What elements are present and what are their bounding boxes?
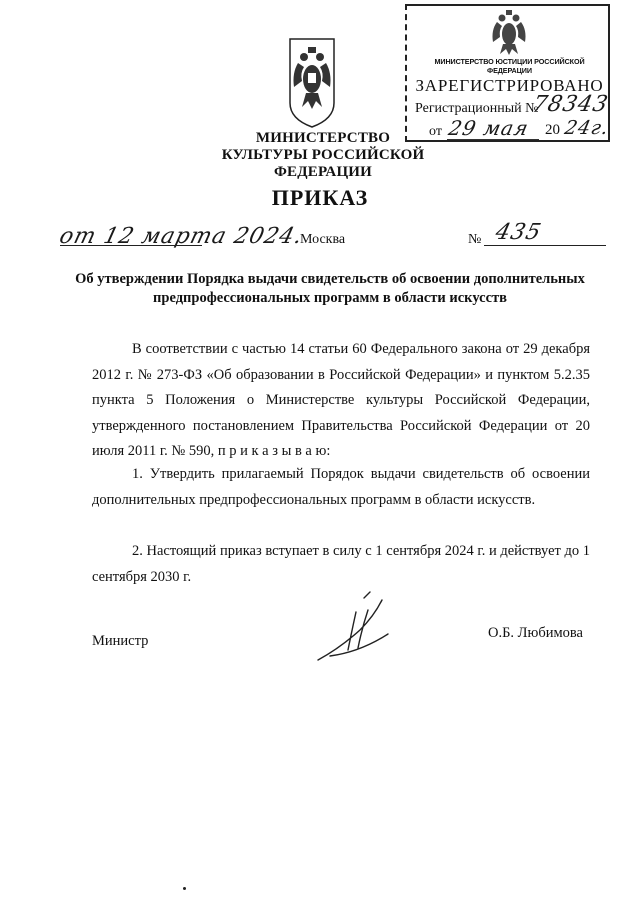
document-number: 435 xyxy=(492,220,545,245)
signer-name: О.Б. Любимова xyxy=(488,625,583,641)
ministry-name: МИНИСТЕРСТВО КУЛЬТУРЫ РОССИЙСКОЙ ФЕДЕРАЦИИ xyxy=(221,130,425,180)
document-title: Об утверждении Порядка выдачи свидетельств об освоении дополнительных предпрофессиональных программ в области искусств xyxy=(75,271,585,306)
number-underline xyxy=(484,245,606,246)
stamp-organization: МИНИСТЕРСТВО ЮСТИЦИИ РОССИЙСКОЙ ФЕДЕРАЦИИ xyxy=(434,57,585,75)
stamp-registered-label: ЗАРЕГИСТРИРОВАНО xyxy=(415,76,604,95)
registration-stamp xyxy=(405,4,610,142)
stamp-reg-number: 78343 xyxy=(530,92,611,117)
handwritten-signature xyxy=(310,590,400,666)
date-underline xyxy=(60,245,202,246)
document-city: Москва xyxy=(300,232,346,247)
stamp-year-printed: 20 xyxy=(545,122,560,138)
stamp-year-handwritten: 24г. xyxy=(562,117,612,139)
stamp-date-prefix: от xyxy=(429,124,442,139)
document-date: от 12 марта 2024. xyxy=(56,224,306,249)
stamp-date-underline xyxy=(447,139,539,140)
paragraph-item-2: 2. Настоящий приказ вступает в силу с 1 сентября 2024 г. и действует до 1 сентября 2030 г. xyxy=(92,543,590,585)
stamp-reg-number-label: Регистрационный № xyxy=(415,101,539,116)
stamp-emblem-icon xyxy=(487,8,531,56)
signer-position: Министр xyxy=(92,633,149,649)
document-type: ПРИКАЗ xyxy=(271,185,369,210)
stamp-date-handwritten: 29 мая xyxy=(446,116,532,140)
document-number-label: № xyxy=(468,232,482,247)
coat-of-arms-icon xyxy=(284,33,340,129)
scan-speck xyxy=(183,887,186,890)
paragraph-item-1: 1. Утвердить прилагаемый Порядок выдачи свидетельств об освоении дополнительных предпрофессиональных программ в области искусств. xyxy=(92,466,590,508)
paragraph-preamble: В соответствии с частью 14 статьи 60 Федерального закона от 29 декабря 2012 г. № 273-ФЗ «Об образовании в Российской Федерации» и пунктом 5.2.35 пункта 5 Положения о Министерстве культуры Российской Федерации, утвержденного постановлением Правительства Российской Федерации от 20 июля 2011 г. № 590, п р и к а з ы в а ю: xyxy=(92,341,590,459)
